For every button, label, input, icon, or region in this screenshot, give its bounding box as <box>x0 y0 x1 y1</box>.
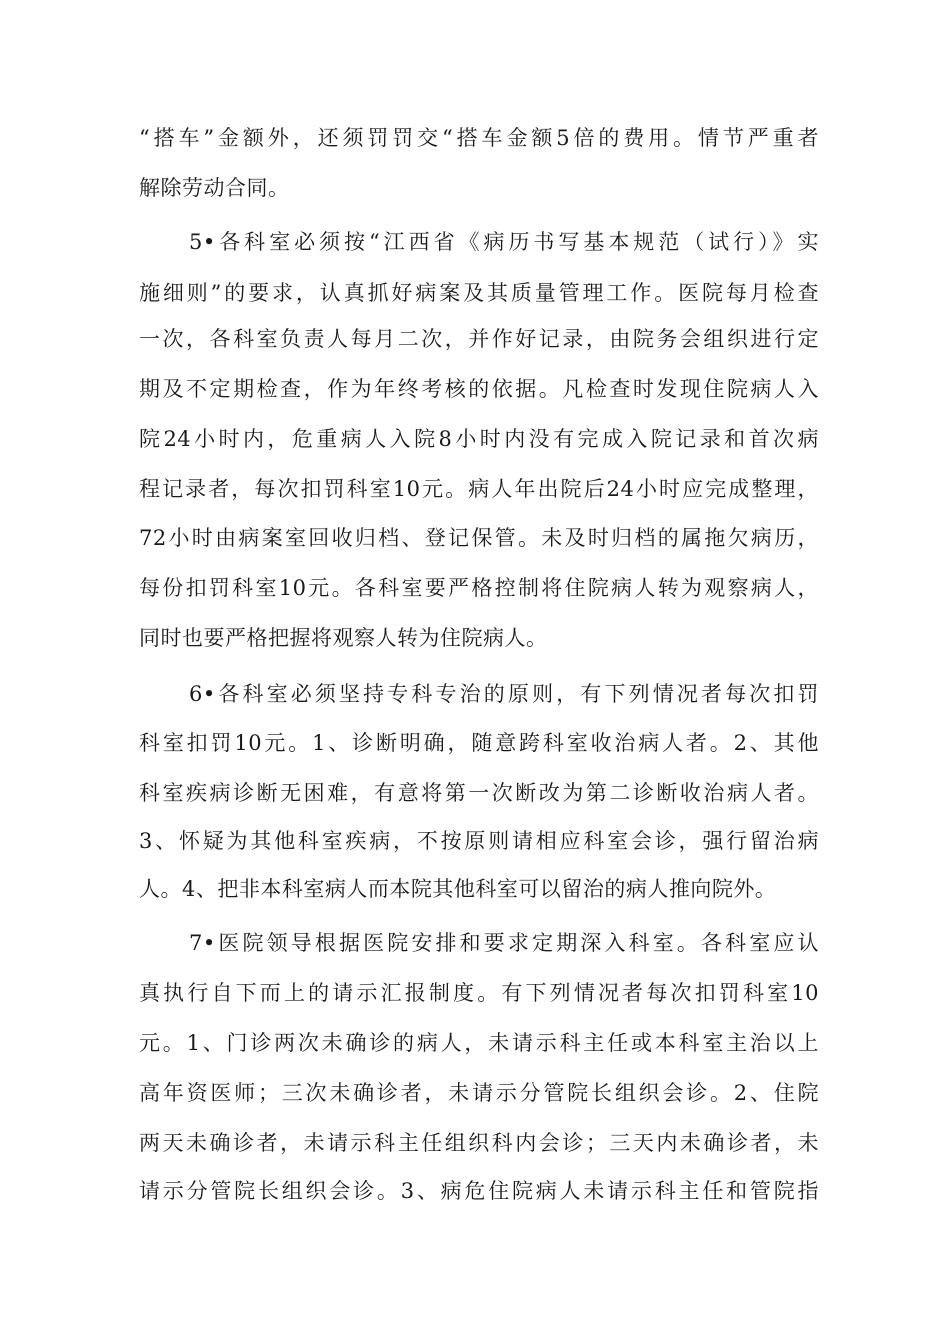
paragraph-7-line-1: 7•医院领导根据医院安排和要求定期深入科室。各科室应认 <box>189 931 819 955</box>
paragraph-5-line-5: 院24小时内，危重病人入院8小时内没有完成入院记录和首次病 <box>139 427 819 451</box>
paragraph-6-line-5: 人。4、把非本科室病人而本院其他科室可以留治的病人推向院外。 <box>139 877 777 901</box>
paragraph-6-line-4: 3、怀疑为其他科室疾病，不按原则请相应科室会诊，强行留治病 <box>139 829 819 853</box>
paragraph-5-line-2: 施细则”的要求，认真抓好病案及其质量管理工作。医院每月检查 <box>139 281 819 305</box>
paragraph-5-line-9: 同时也要严格把握将观察人转为住院病人。 <box>139 626 548 650</box>
paragraph-5-line-8: 每份扣罚科室10元。各科室要严格控制将住院病人转为观察病人， <box>139 576 819 600</box>
text-line-2: 解除劳动合同。 <box>139 176 290 200</box>
paragraph-7-line-3: 元。1、门诊两次未确诊的病人，未请示科主任或本科室主治以上 <box>139 1031 819 1055</box>
paragraph-7-line-6: 请示分管院长组织会诊。3、病危住院病人未请示科主任和管院指 <box>139 1179 819 1203</box>
paragraph-6-line-2: 科室扣罚10元。1、诊断明确，随意跨科室收治病人者。2、其他 <box>139 731 819 755</box>
paragraph-5-line-7: 72小时由病案室回收归档、登记保管。未及时归档的属拖欠病历， <box>139 526 819 550</box>
paragraph-6-line-1: 6•各科室必须坚持专科专治的原则，有下列情况者每次扣罚 <box>189 682 819 706</box>
paragraph-5-line-3: 一次，各科室负责人每月二次，并作好记录，由院务会组织进行定 <box>139 327 819 351</box>
paragraph-7-line-4: 高年资医师；三次未确诊者，未请示分管院长组织会诊。2、住院 <box>139 1081 819 1105</box>
paragraph-5-line-4: 期及不定期检查，作为年终考核的依据。凡检查时发现住院病人入 <box>139 377 819 401</box>
paragraph-6-line-3: 科室疾病诊断无困难，有意将第一次断改为第二诊断收治病人者。 <box>139 781 819 805</box>
text-line-1: “搭车”金额外，还须罚罚交“搭车金额5倍的费用。情节严重者 <box>139 126 819 150</box>
paragraph-5-line-6: 程记录者，每次扣罚科室10元。病人年出院后24小时应完成整理， <box>139 477 819 501</box>
paragraph-7-line-2: 真执行自下而上的请示汇报制度。有下列情况者每次扣罚科室10 <box>139 981 819 1005</box>
paragraph-5-line-1: 5•各科室必须按“江西省《病历书写基本规范（试行）》实 <box>189 230 819 254</box>
paragraph-7-line-5: 两天未确诊者，未请示科主任组织科内会诊；三天内未确诊者，未 <box>139 1131 819 1155</box>
